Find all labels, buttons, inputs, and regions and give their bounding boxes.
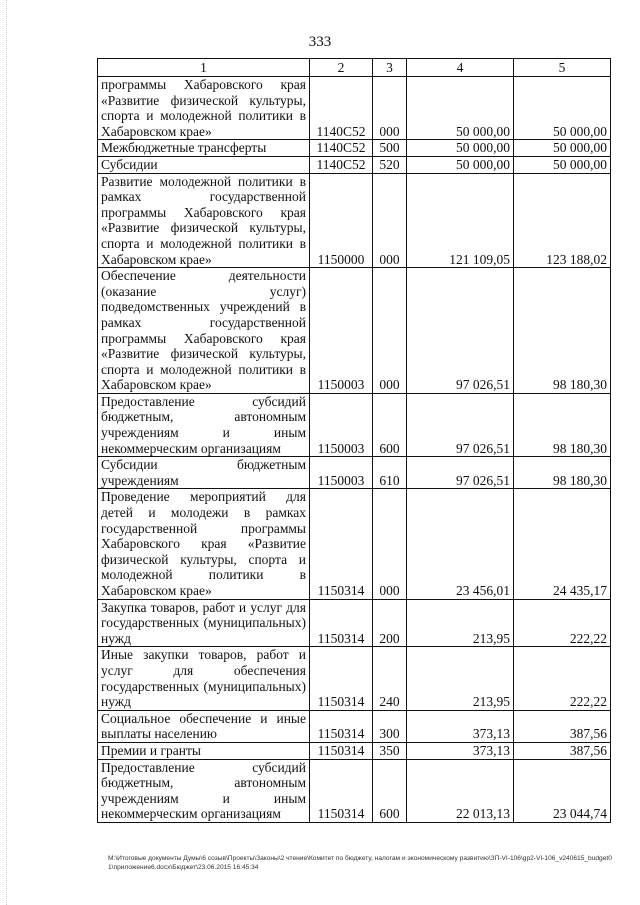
row-name-cell: Предоставление субсидий бюджетным, автономным учреждениям и иным некоммерческим организациям	[98, 759, 310, 822]
amount-col-4-cell: 97 026,51	[407, 393, 514, 456]
row-name-cell: программы Хабаровского края «Развитие физической культуры, спорта и молодежной политики в Хабаровском крае»	[98, 77, 310, 140]
target-article-code-cell: 1150003	[310, 457, 373, 489]
amount-col-4-cell: 23 456,01	[407, 489, 514, 599]
table-row	[98, 268, 611, 394]
row-name-cell: Социальное обеспечение и иные выплаты населению	[98, 710, 310, 742]
target-article-code-cell: 1150314	[310, 489, 373, 599]
page-number: 333	[308, 34, 332, 50]
row-name-cell: Межбюджетные трансферты	[98, 140, 310, 157]
amount-col-4-cell: 22 013,13	[407, 759, 514, 822]
table-row	[98, 710, 611, 742]
target-article-code-cell: 1150314	[310, 647, 373, 710]
amount-col-4-cell: 121 109,05	[407, 173, 514, 268]
page-edge-line	[6, 0, 7, 905]
expense-type-code-cell: 350	[373, 742, 407, 759]
expense-type-code-cell: 300	[373, 710, 407, 742]
amount-col-5-cell: 387,56	[514, 742, 611, 759]
row-name-cell: Субсидии бюджетным учреждениям	[98, 457, 310, 489]
row-name-cell: Премии и гранты	[98, 742, 310, 759]
amount-col-4-cell: 373,13	[407, 742, 514, 759]
table-row	[98, 742, 611, 759]
target-article-code-cell: 1150314	[310, 710, 373, 742]
amount-col-4-cell: 50 000,00	[407, 156, 514, 173]
amount-col-5-cell: 50 000,00	[514, 156, 611, 173]
amount-col-5-cell: 24 435,17	[514, 489, 611, 599]
amount-col-5-cell: 98 180,30	[514, 268, 611, 394]
amount-col-5-cell: 50 000,00	[514, 140, 611, 157]
amount-col-5-cell: 387,56	[514, 710, 611, 742]
table-row	[98, 173, 611, 268]
row-name-cell: Проведение мероприятий для детей и молодежи в рамках государственной программы Хабаровского края «Развитие физической культуры, спорта и молодежной политики в Хабаровском крае»	[98, 489, 310, 599]
table-header-row	[98, 59, 611, 77]
expense-type-code-cell: 000	[373, 489, 407, 599]
header-col-1: 1	[98, 59, 310, 77]
row-name-cell: Закупка товаров, работ и услуг для государственных (муниципальных) нужд	[98, 599, 310, 647]
header-col-4: 4	[407, 59, 514, 77]
expense-type-code-cell: 520	[373, 156, 407, 173]
amount-col-4-cell: 50 000,00	[407, 140, 514, 157]
target-article-code-cell: 1150314	[310, 742, 373, 759]
table-row	[98, 156, 611, 173]
amount-col-4-cell: 373,13	[407, 710, 514, 742]
table-row	[98, 489, 611, 599]
expense-type-code-cell: 600	[373, 393, 407, 456]
amount-col-4-cell: 213,95	[407, 599, 514, 647]
expense-type-code-cell: 610	[373, 457, 407, 489]
table-row	[98, 599, 611, 647]
table-row	[98, 393, 611, 456]
header-col-3: 3	[373, 59, 407, 77]
target-article-code-cell: 1140С52	[310, 77, 373, 140]
expense-type-code-cell: 000	[373, 77, 407, 140]
table-body	[98, 77, 611, 823]
table-row	[98, 77, 611, 140]
expense-type-code-cell: 200	[373, 599, 407, 647]
amount-col-5-cell: 222,22	[514, 599, 611, 647]
amount-col-5-cell: 222,22	[514, 647, 611, 710]
budget-table	[97, 58, 611, 823]
file-path-footer: M:\Итоговые документы Думы\6 созыв\Проекты\Законы\2 чтение\Комитет по бюджету, налогам и экономическому развитию\ЗП-VI-106\gp2-VI-106_v240615_budget01\приложение6.docx\Бюджет\23.06.2015 16:45:34	[108, 855, 612, 871]
expense-type-code-cell: 240	[373, 647, 407, 710]
table-row	[98, 457, 611, 489]
target-article-code-cell: 1150000	[310, 173, 373, 268]
amount-col-5-cell: 98 180,30	[514, 393, 611, 456]
amount-col-5-cell: 23 044,74	[514, 759, 611, 822]
target-article-code-cell: 1150003	[310, 393, 373, 456]
row-name-cell: Обеспечение деятельности (оказание услуг) подведомственных учреждений в рамках государственной программы Хабаровского края «Развитие физической культуры, спорта и молодежной политики в Хабаровском крае»	[98, 268, 310, 394]
row-name-cell: Иные закупки товаров, работ и услуг для обеспечения государственных (муниципальных) нужд	[98, 647, 310, 710]
table-row	[98, 647, 611, 710]
target-article-code-cell: 1150003	[310, 268, 373, 394]
table-row	[98, 759, 611, 822]
table-row	[98, 140, 611, 157]
amount-col-4-cell: 97 026,51	[407, 457, 514, 489]
target-article-code-cell: 1150314	[310, 599, 373, 647]
target-article-code-cell: 1150314	[310, 759, 373, 822]
expense-type-code-cell: 600	[373, 759, 407, 822]
amount-col-4-cell: 213,95	[407, 647, 514, 710]
row-name-cell: Субсидии	[98, 156, 310, 173]
header-col-5: 5	[514, 59, 611, 77]
amount-col-5-cell: 50 000,00	[514, 77, 611, 140]
amount-col-5-cell: 123 188,02	[514, 173, 611, 268]
amount-col-4-cell: 50 000,00	[407, 77, 514, 140]
target-article-code-cell: 1140С52	[310, 156, 373, 173]
target-article-code-cell: 1140С52	[310, 140, 373, 157]
row-name-cell: Развитие молодежной политики в рамках государственной программы Хабаровского края «Развитие физической культуры, спорта и молодежной политики в Хабаровском крае»	[98, 173, 310, 268]
amount-col-4-cell: 97 026,51	[407, 268, 514, 394]
expense-type-code-cell: 000	[373, 268, 407, 394]
row-name-cell: Предоставление субсидий бюджетным, автономным учреждениям и иным некоммерческим организациям	[98, 393, 310, 456]
amount-col-5-cell: 98 180,30	[514, 457, 611, 489]
header-col-2: 2	[310, 59, 373, 77]
expense-type-code-cell: 000	[373, 173, 407, 268]
expense-type-code-cell: 500	[373, 140, 407, 157]
